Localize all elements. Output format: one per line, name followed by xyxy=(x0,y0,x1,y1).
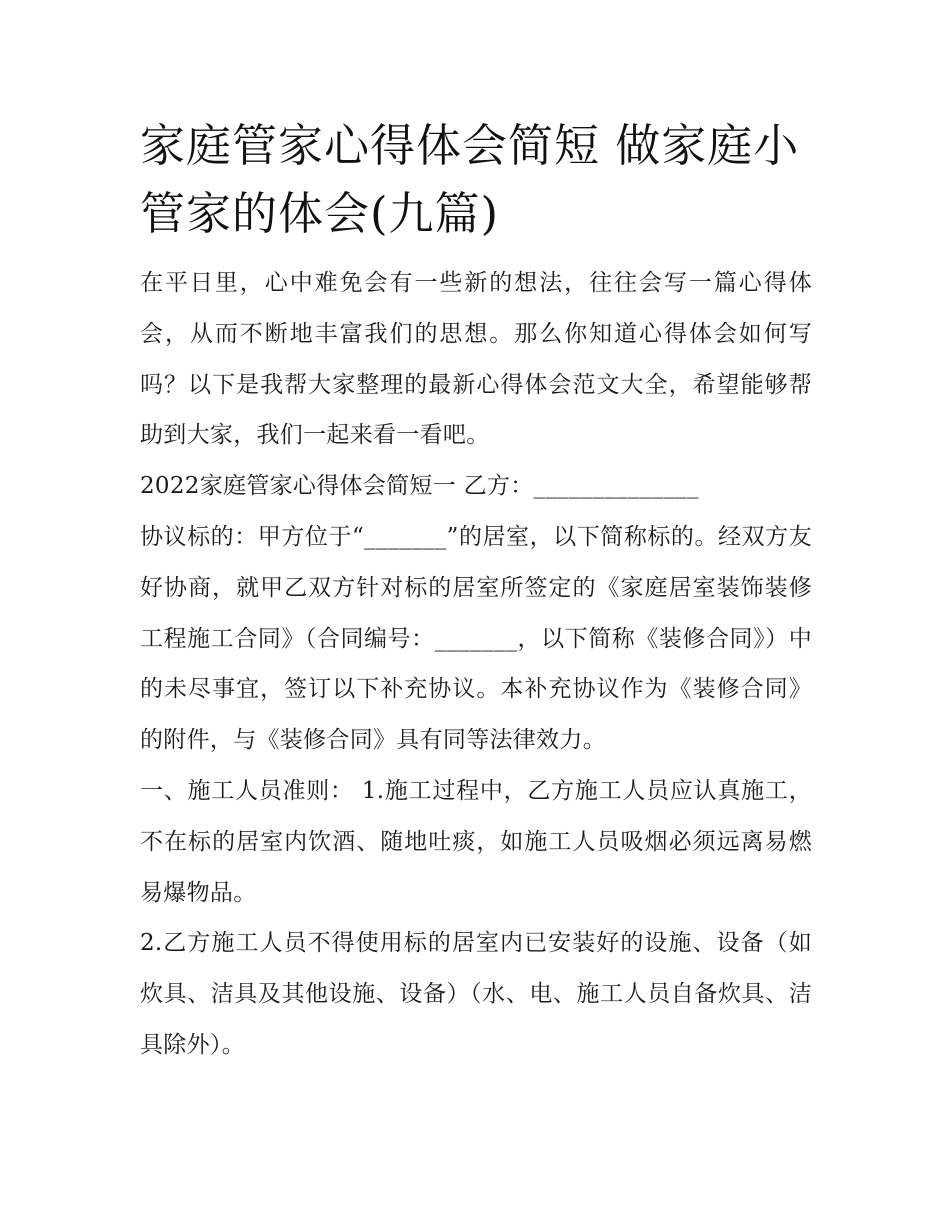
section-heading-party-b: 2022家庭管家心得体会简短一 乙方：______________ xyxy=(140,473,699,500)
agreement-subject-paragraph: 协议标的：甲方位于“_______”的居室，以下简称标的。经双方友好协商，就甲乙双方针对标的居室所签定的《家庭居室装饰装修工程施工合同》（合同编号：_______，以下简称《装修合同》）中的未尽事宜，签订以下补充协议。本补充协议作为《装修合同》的附件，与《装修合同》具有同等法律效力。 xyxy=(140,523,812,754)
document-title: 家庭管家心得体会简短 做家庭小管家的体会(九篇) xyxy=(140,119,800,240)
worker-rules-paragraph: 一、施工人员准则： 1.施工过程中，乙方施工人员应认真施工，不在标的居室内饮酒、随地吐痰，如施工人员吸烟必须远离易燃易爆物品。 xyxy=(140,777,812,906)
document-page xyxy=(140,112,812,1071)
intro-paragraph: 在平日里，心中难免会有一些新的想法，往往会写一篇心得体会，从而不断地丰富我们的思想。那么你知道心得体会如何写吗？以下是我帮大家整理的最新心得体会范文大全，希望能够帮助到大家，我们一起来看一看吧。 xyxy=(140,270,812,449)
equipment-rule-paragraph: 2.乙方施工人员不得使用标的居室内已安装好的设施、设备（如炊具、洁具及其他设施、设备）（水、电、施工人员自备炊具、洁具除外）。 xyxy=(140,930,812,1058)
